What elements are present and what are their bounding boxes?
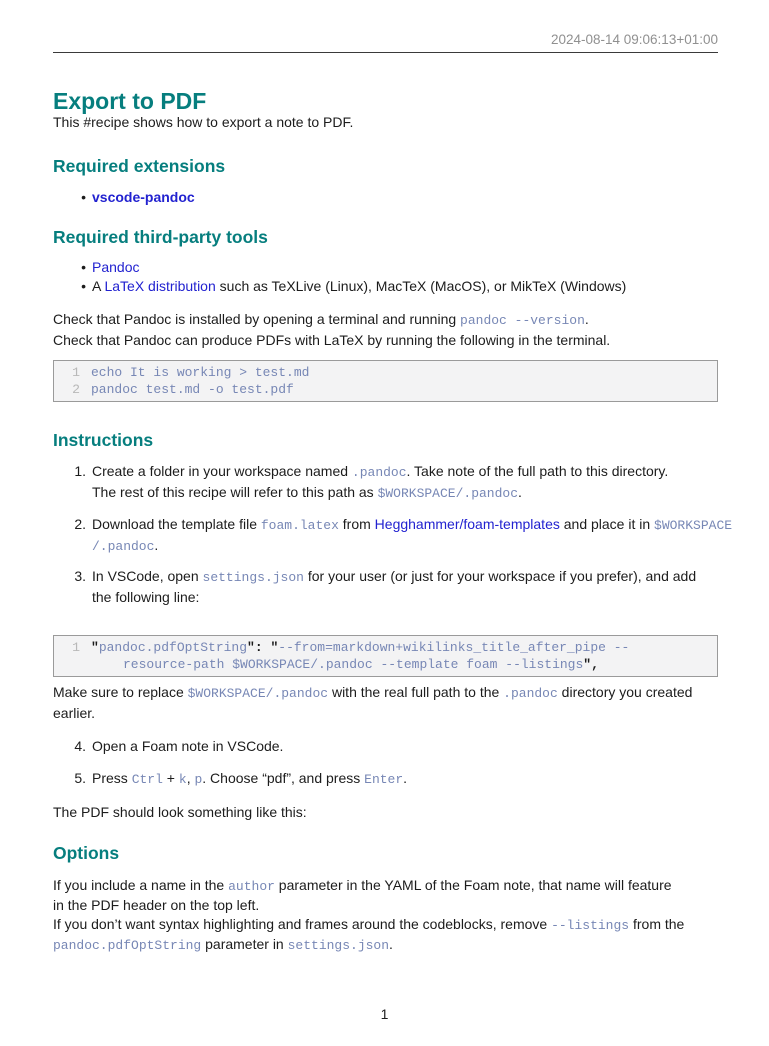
text-segment: pandoc --version [460, 313, 585, 328]
makesure-paragraph [53, 683, 718, 722]
pdf-look-paragraph [53, 803, 718, 822]
text-segment: settings.json [202, 570, 304, 585]
section-heading-required-tools: Required third-party tools [53, 227, 268, 247]
bullet-icon: • [81, 277, 86, 294]
text-segment: Ctrl [131, 771, 163, 787]
item-number: 4. [74, 738, 86, 754]
text-segment: . [584, 311, 589, 327]
text-segment: If you include a name in the [53, 876, 229, 893]
bullet-icon: • [81, 259, 86, 275]
text-segment: $WORKSPACE/.pandoc [377, 485, 519, 501]
line-number [54, 656, 91, 673]
text-segment: Check that Pandoc can produce PDFs with LaTeX by running the following in the terminal. [53, 331, 611, 348]
line-number: 1 [72, 640, 80, 655]
numbered-item [53, 567, 718, 606]
item-number: 3. [74, 568, 86, 584]
page-header [53, 0, 718, 53]
numbered-item [53, 462, 718, 503]
text-segment: Open a Foam note in VSCode. [92, 738, 284, 754]
text-segment: parameter in the YAML of the Foam note, that name will feature [274, 876, 672, 893]
item-number: 1. [74, 463, 86, 479]
text-segment: . [389, 936, 393, 952]
text-segment: Press [92, 769, 132, 786]
text-segment: $WORKSPACE [654, 518, 733, 533]
list-item [53, 188, 718, 207]
text-segment: pandoc.pdfOptString [98, 640, 248, 655]
item-number: 2. [74, 516, 86, 532]
numbered-item [53, 769, 718, 790]
page-number: 1 [380, 1006, 389, 1022]
text-segment: $WORKSPACE/.pandoc [187, 686, 329, 701]
text-segment: Enter [364, 771, 404, 787]
numbered-item [53, 515, 733, 556]
text-segment: author [228, 878, 275, 894]
code-line [54, 364, 709, 381]
text-segment: --listings [551, 917, 630, 933]
text-segment: .pandoc [503, 686, 558, 701]
text-segment: ": [247, 640, 263, 655]
text-segment: and place it in [559, 516, 655, 532]
text-segment: resource-path $WORKSPACE/.pandoc --template foam --listings [123, 657, 584, 672]
line-number: 1 [72, 365, 80, 380]
text-segment: /.pandoc [92, 538, 155, 554]
list-item [53, 258, 718, 277]
options-paragraph [53, 876, 718, 956]
text-segment: Download the template file [92, 516, 261, 532]
item-number: 5. [74, 769, 86, 786]
text-segment: . [518, 483, 522, 500]
text-segment: In VSCode, open [92, 568, 203, 584]
text-segment: Create a folder in your workspace named [92, 463, 352, 479]
text-segment: for your user (or just for your workspace if you prefer), and add [303, 568, 697, 584]
text-segment: the following line: [92, 588, 200, 605]
text-segment: " [270, 640, 279, 655]
latex-distribution-link[interactable]: LaTeX distribution [104, 277, 216, 294]
code-line [54, 656, 709, 673]
section-heading-instructions: Instructions [53, 430, 154, 450]
code-line [54, 381, 709, 398]
section-heading-required-extensions: Required extensions [53, 155, 226, 176]
list-item-text [92, 258, 718, 277]
text-segment: --from=markdown+wikilinks_title_after_pipe -- [278, 640, 630, 655]
doc-title: Export to PDF [53, 88, 207, 114]
line-number: 2 [72, 382, 80, 397]
section-heading-options: Options [53, 842, 120, 863]
text-segment: echo It is working > test.md [91, 365, 310, 380]
text-segment: p [194, 771, 203, 787]
code-block-terminal [53, 360, 718, 402]
text-segment: earlier. [53, 704, 96, 721]
text-segment: settings.json [287, 938, 390, 953]
text-segment: Make sure to replace [53, 684, 188, 700]
list-item [53, 277, 718, 296]
text-segment: k [178, 771, 187, 787]
text-segment: from [338, 516, 375, 532]
text-segment: .pandoc [351, 465, 407, 480]
foam-templates-link[interactable]: Hegghammer/foam-templates [374, 516, 560, 532]
code-line [54, 639, 709, 656]
text-segment: such as TeXLive (Linux), MacTeX (MacOS), or MikTeX (Windows) [215, 277, 627, 294]
text-segment: , [186, 769, 195, 786]
numbered-item [53, 737, 718, 756]
text-segment: foam.latex [260, 518, 339, 533]
intro-paragraph: This #recipe shows how to export a note to PDF. [53, 114, 354, 130]
text-segment: . [154, 536, 159, 553]
text-segment: directory you created [557, 684, 693, 700]
text-segment: ", [583, 657, 599, 672]
check-paragraph [53, 310, 718, 349]
text-segment: The rest of this recipe will refer to this path as [92, 483, 378, 500]
list-item-text [92, 277, 718, 296]
text-segment: pandoc test.md -o test.pdf [91, 382, 294, 397]
text-segment: in the PDF header on the top left. [53, 897, 260, 913]
vscode-pandoc-link[interactable]: vscode-pandoc [92, 188, 195, 205]
text-segment: from the [629, 915, 685, 932]
text-segment: . Take note of the full path to this directory. [406, 463, 669, 479]
pandoc-link[interactable]: Pandoc [92, 259, 140, 275]
text-segment: The PDF should look something like this: [53, 804, 307, 820]
text-segment: " [91, 640, 99, 655]
header-date: 2024-08-14 09:06:13+01:00 [550, 32, 718, 47]
text-segment: . [403, 769, 408, 786]
bullet-icon: • [81, 188, 86, 205]
text-segment: If you don’t want syntax highlighting and frames around the codeblocks, remove [53, 915, 552, 932]
text-segment: with the real full path to the [328, 684, 504, 700]
text-segment: pandoc.pdfOptString [53, 938, 202, 953]
code-block-settings [53, 635, 718, 677]
text-segment: A [92, 277, 105, 294]
text-segment: . Choose “pdf”, and press [202, 769, 365, 786]
text-segment: Check that Pandoc is installed by opening a terminal and running [53, 311, 461, 327]
list-item-text [92, 188, 718, 207]
text-segment: + [162, 769, 179, 786]
text-segment: parameter in [201, 936, 288, 952]
